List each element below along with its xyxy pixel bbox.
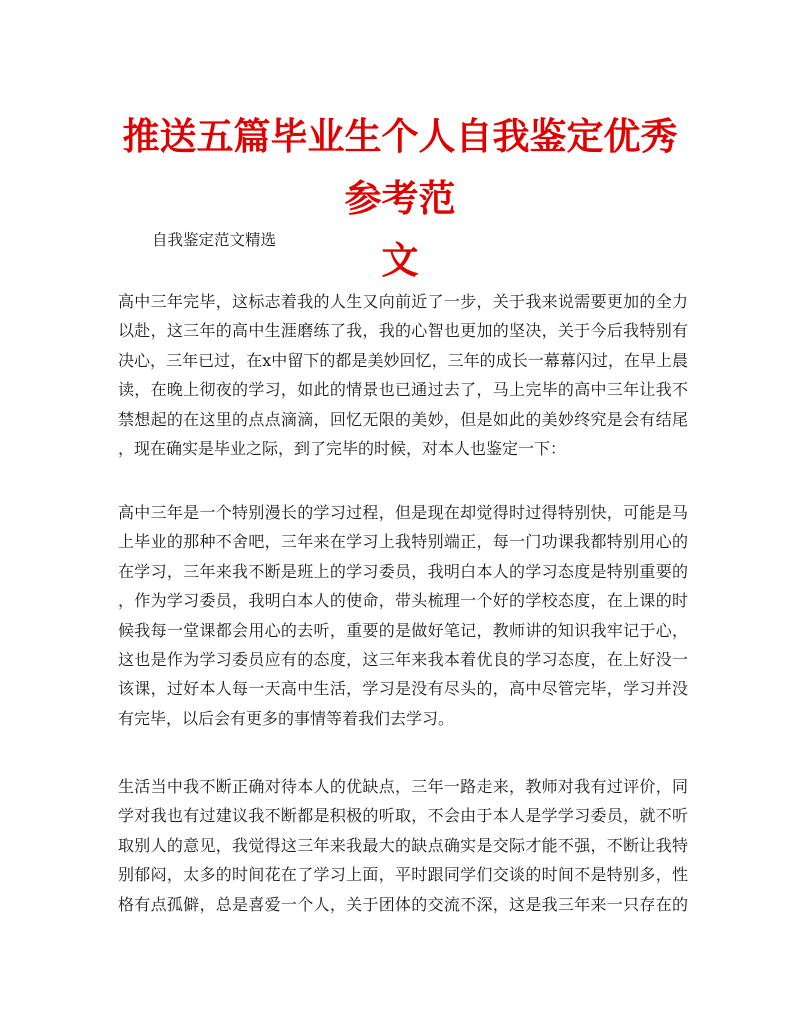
title-line: 推送五篇毕业生个人自我鉴定优秀参考范 [122, 115, 678, 220]
text-line: 取别人的意见，我觉得这三年来我最大的缺点确实是交际才能不强，不断让我特 [118, 835, 688, 855]
text-line: 决心，三年已过，在x中留下的都是美妙回忆，三年的成长一幕幕闪过，在早上晨 [118, 350, 688, 370]
text-line: 该课，过好本人每一天高中生活，学习是没有尽头的，高中尽管完毕，学习并没 [118, 679, 688, 699]
text-line: 在学习，三年来我不断是班上的学习委员，我明白本人的学习态度是特别重要的 [118, 561, 688, 581]
text-line: 上毕业的那种不舍吧，三年来在学习上我特别端正，每一门功课我都特别用心的 [118, 532, 688, 552]
text-line: ，作为学习委员，我明白本人的使命，带头梳理一个好的学校态度，在上课的时 [118, 591, 688, 611]
text-line: 生活当中我不断正确对待本人的优缺点，三年一路走来，教师对我有过评价，同 [118, 777, 688, 796]
text-line: 高中三年是一个特别漫长的学习过程，但是现在却觉得时过得特别快，可能是马 [118, 503, 688, 522]
text-line: 读，在晚上彻夜的学习，如此的情景也已通过去了，马上完毕的高中三年让我不 [118, 380, 688, 400]
text-line: 高中三年完毕，这标志着我的人生又向前近了一步，关于我来说需要更加的全力 [118, 292, 688, 311]
text-line: ，现在确实是毕业之际，到了完毕的时候，对本人也鉴定一下： [118, 439, 567, 459]
text-line: 学对我也有过建议我不断都是积极的听取，不会由于本人是学学习委员，就不听 [118, 806, 688, 826]
title-line: 文 [381, 239, 419, 282]
document-subtitle: 自我鉴定范文精选 [152, 231, 277, 249]
paragraph-2 [118, 498, 688, 733]
paragraph-3 [118, 772, 688, 919]
paragraph-1 [118, 287, 688, 463]
text-line: 这也是作为学习委员应有的态度，这三年来我本着优良的学习态度，在上好没一 [118, 650, 688, 670]
text-line: 格有点孤僻，总是喜爱一个人，关于团体的交流不深，这是我三年来一只存在的 [118, 894, 688, 914]
text-line: 有完毕，以后会有更多的事情等着我们去学习。 [118, 708, 455, 728]
document-title [110, 106, 690, 292]
text-line: 以赴，这三年的高中生涯磨练了我，我的心智也更加的坚决，关于今后我特别有 [118, 321, 688, 341]
text-line: 候我每一堂课都会用心的去听，重要的是做好笔记，教师讲的知识我牢记于心， [118, 620, 688, 640]
text-line: 别郁闷，太多的时间花在了学习上面，平时跟同学们交谈的时间不是特别多，性 [118, 865, 688, 885]
text-line: 禁想起的在这里的点点滴滴，回忆无限的美妙，但是如此的美妙终究是会有结尾 [118, 409, 688, 429]
